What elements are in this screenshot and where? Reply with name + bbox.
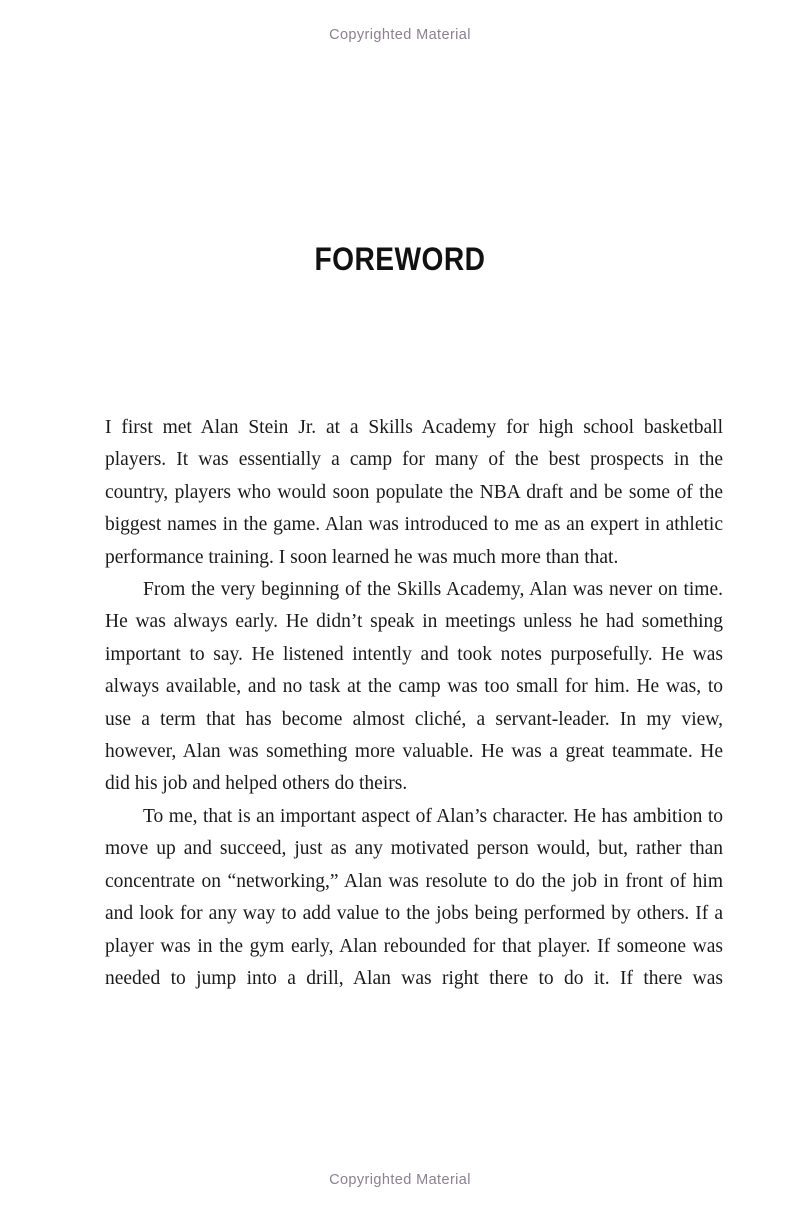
copyright-notice-bottom: Copyrighted Material [329,1172,471,1188]
body-text-block [105,412,723,995]
paragraph-2: From the very beginning of the Skills Academy, Alan was never on time. He was always early. He didn’t speak in meetings unless he had something important to say. He listened intently and took notes purposefully. He was always available, and no task at the camp was too small for him. He was, to use a term that has become almost cliché, a servant-leader. In my view, however, Alan was something more valuable. He was a great teammate. He did his job and helped others do theirs. [105,579,723,795]
paragraph-3: To me, that is an important aspect of Alan’s character. He has ambition to move up and succeed, just as any motivated person would, but, rather than concentrate on “networking,” Alan was resolute to do the job in front of him and look for any way to add value to the jobs being performed by others. If a player was in the gym early, Alan rebounded for that player. If someone was needed to jump into a drill, Alan was right there to do it. If there was [105,805,723,989]
chapter-title: FOREWORD [314,241,486,277]
copyright-notice-top: Copyrighted Material [329,27,471,43]
paragraph-1: I first met Alan Stein Jr. at a Skills Academy for high school basketball players. It was essentially a camp for many of the best prospects in the country, players who would soon populate the NBA draft and be some of the biggest names in the game. Alan was introduced to me as an expert in athletic performance training. I soon learned he was much more than that. [105,417,723,568]
